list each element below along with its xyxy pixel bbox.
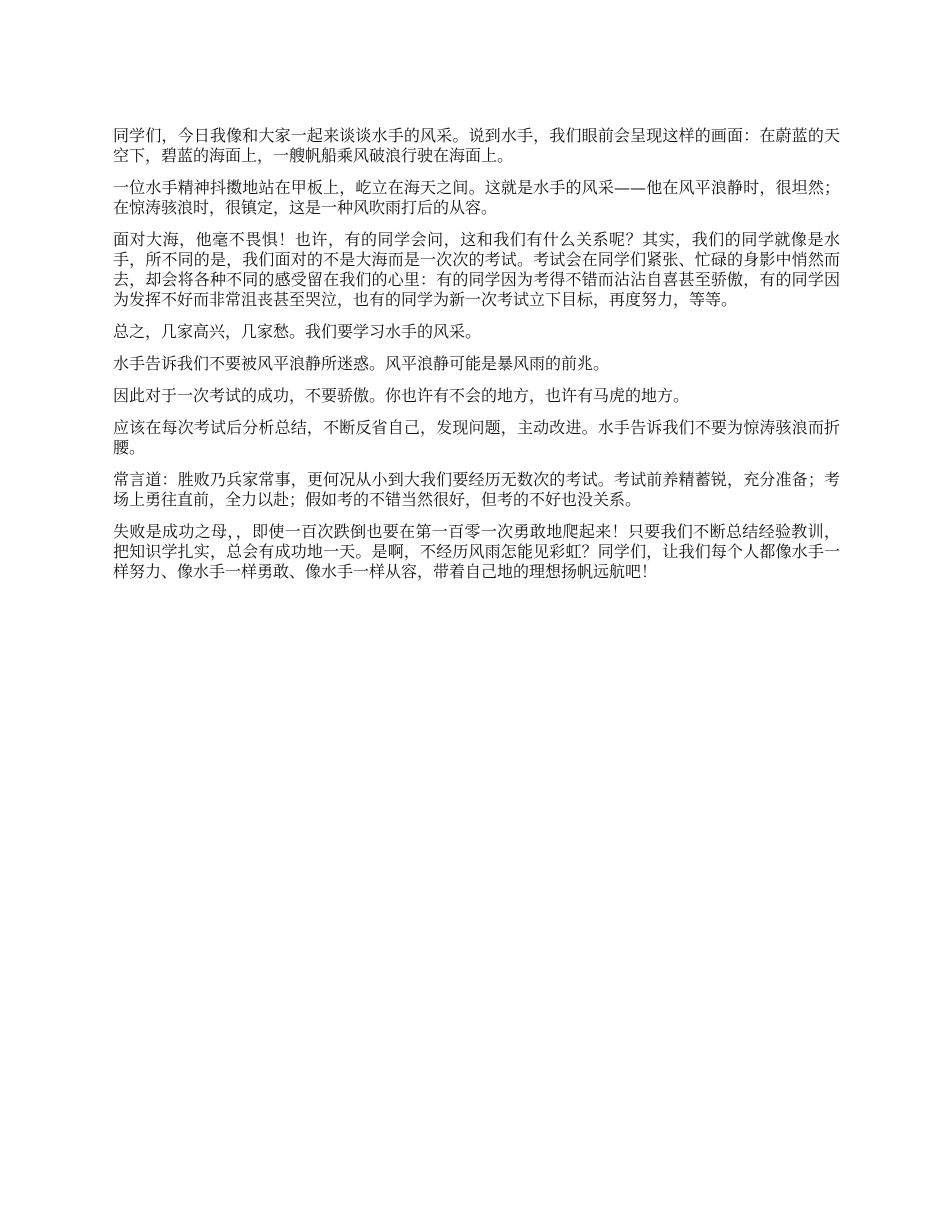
paragraph-4: 总之，几家高兴，几家愁。我们要学习水手的风采。: [113, 322, 482, 341]
paragraph-8: 常言道：胜败乃兵家常事，更何况从小到大我们要经历无数次的考试。考试前养精蓄锐，充分准备；考场上勇往直前，全力以赴；假如考的不错当然很好，但考的不好也没关系。: [113, 470, 840, 509]
document-body: [113, 126, 840, 594]
paragraph-9: 失败是成功之母，，即使一百次跌倒也要在第一百零一次勇敢地爬起来！只要我们不断总结经验教训，把知识学扎实，总会有成功地一天。是啊，不经历风雨怎能见彩虹？同学们，让我们每个人都像水手一样努力、像水手一样勇敢、像水手一样从容，带着自己地的理想扬帆远航吧！: [113, 522, 840, 581]
paragraph-1: 同学们，今日我像和大家一起来谈谈水手的风采。说到水手，我们眼前会呈现这样的画面：在蔚蓝的天空下，碧蓝的海面上，一艘帆船乘风破浪行驶在海面上。: [113, 126, 840, 165]
paragraph-5: 水手告诉我们不要被风平浪静所迷惑。风平浪静可能是暴风雨的前兆。: [113, 354, 610, 373]
paragraph-6: 因此对于一次考试的成功，不要骄傲。你也许有不会的地方，也许有马虎的地方。: [113, 386, 690, 405]
paragraph-7: 应该在每次考试后分析总结，不断反省自己，发现问题，主动改进。水手告诉我们不要为惊涛骇浪而折腰。: [113, 418, 840, 457]
paragraph-2: 一位水手精神抖擞地站在甲板上，屹立在海天之间。这就是水手的风采——他在风平浪静时，很坦然；在惊涛骇浪时，很镇定，这是一种风吹雨打后的从容。: [113, 178, 840, 217]
paragraph-3: 面对大海，他毫不畏惧！也许，有的同学会问，这和我们有什么关系呢？其实，我们的同学就像是水手，所不同的是，我们面对的不是大海而是一次次的考试。考试会在同学们紧张、忙碌的身影中悄然而去，却会将各种不同的感受留在我们的心里：有的同学因为考得不错而沾沾自喜甚至骄傲，有的同学因为发挥不好而非常沮丧甚至哭泣，也有的同学为新一次考试立下目标，再度努力，等等。: [113, 230, 840, 309]
